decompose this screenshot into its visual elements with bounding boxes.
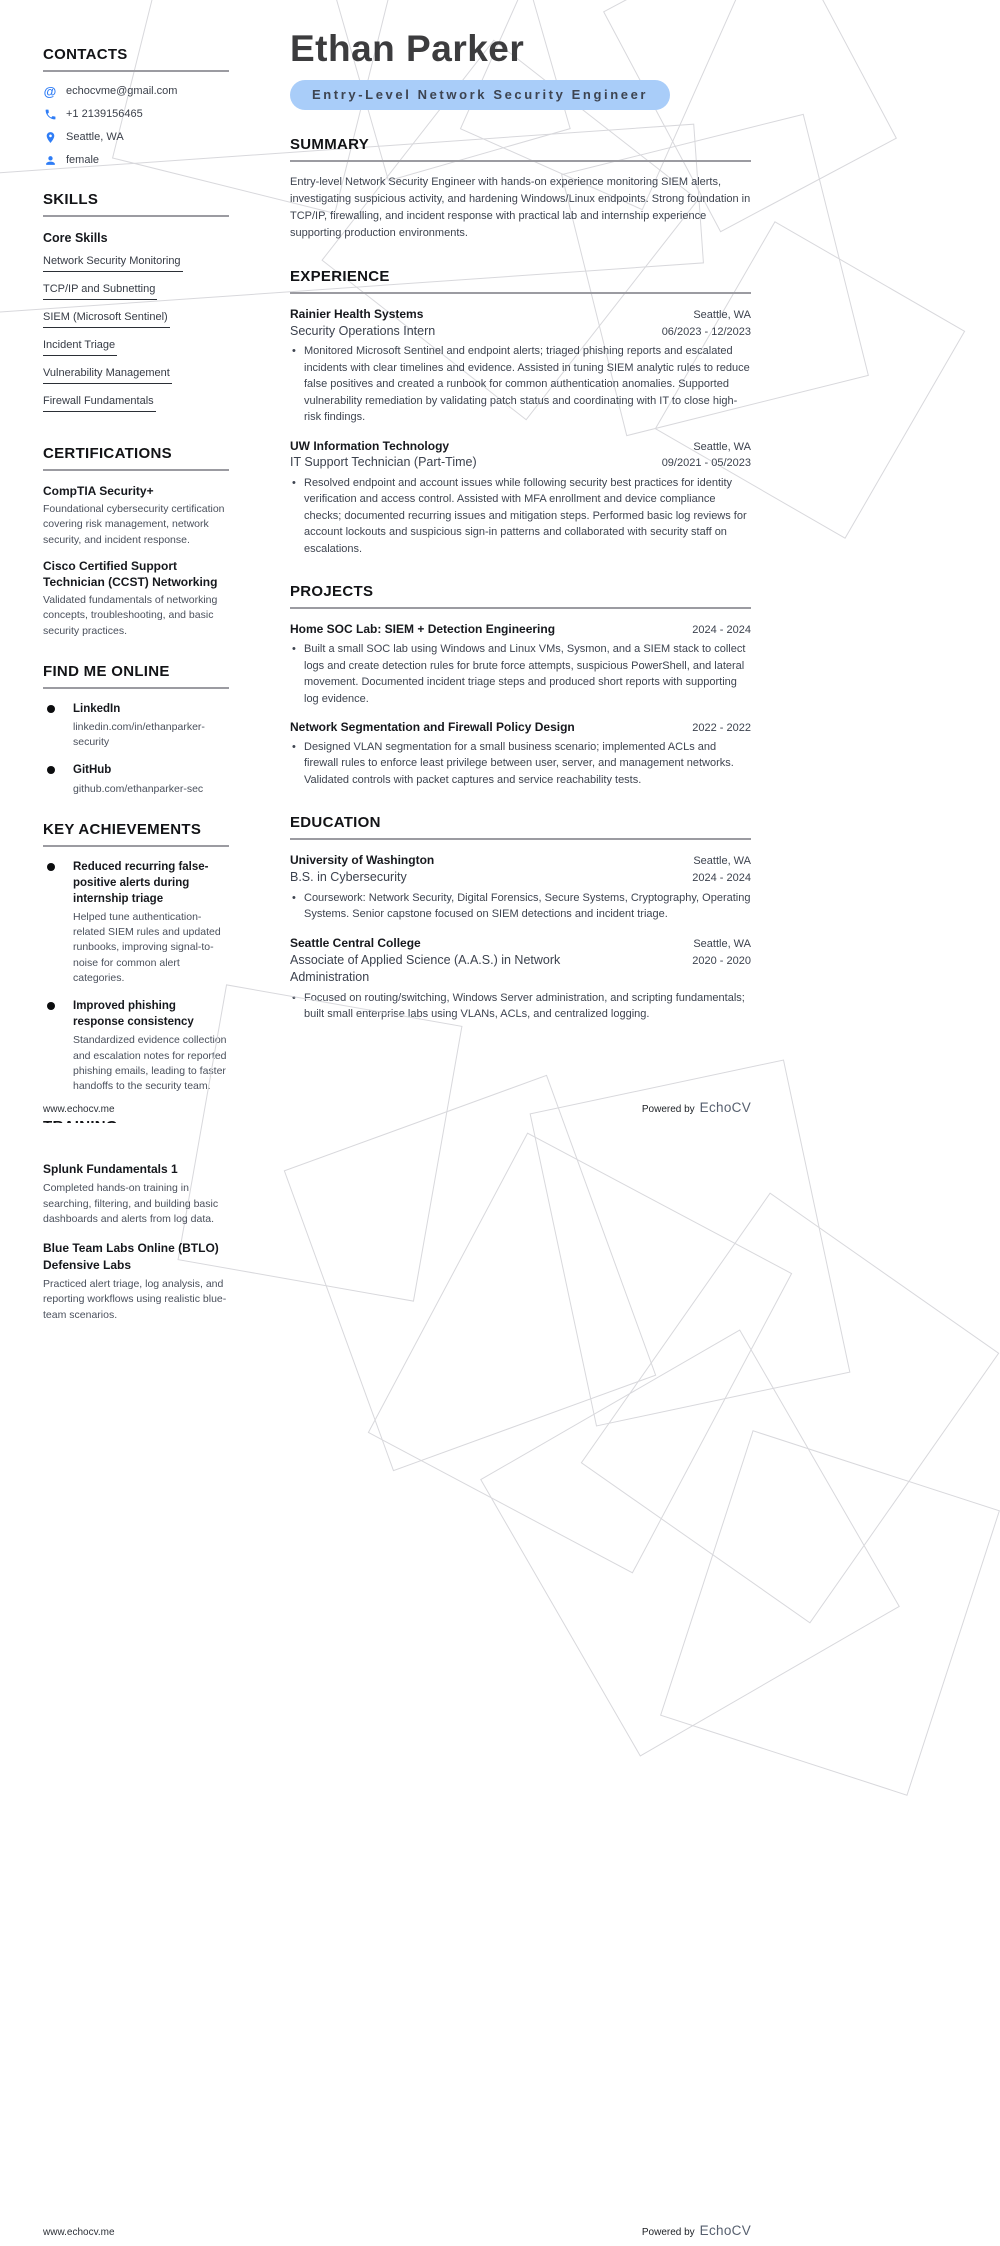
bullet-dot-icon — [47, 1002, 55, 1010]
person-name: Ethan Parker — [290, 28, 525, 69]
location-icon — [43, 130, 57, 144]
footer-powered-by: Powered by — [641, 2227, 695, 2238]
education-heading: EDUCATION — [290, 814, 751, 840]
training-item — [43, 1240, 229, 1324]
contact-phone — [43, 107, 229, 121]
experience-dates: 06/2023 - 12/2023 — [661, 325, 751, 338]
project-title: Home SOC Lab: SIEM + Detection Engineering — [290, 622, 556, 637]
project-dates: 2022 - 2022 — [692, 722, 751, 735]
achievement-title: Reduced recurring false-positive alerts during internship triage — [73, 860, 209, 905]
contact-location — [43, 130, 229, 144]
skill-item: Incident Triage — [43, 337, 117, 356]
certification-description: Validated fundamentals of networking concepts, troubleshooting, and basic security practices. — [43, 594, 218, 637]
skill-item: Vulnerability Management — [43, 365, 172, 384]
training-item — [43, 1161, 229, 1228]
education-degree: B.S. in Cybersecurity — [290, 870, 407, 885]
summary-heading: SUMMARY — [290, 136, 751, 162]
footer-branding — [642, 2223, 751, 2238]
projects-section — [290, 583, 751, 788]
social-label: GitHub — [73, 764, 112, 777]
education-degree: Associate of Applied Science (A.A.S.) in Network Administration — [290, 952, 561, 985]
social-label: LinkedIn — [73, 702, 121, 715]
training-description: Completed hands-on training in searching, filtering, and building basic dashboards and alerts from log data. — [43, 1181, 219, 1226]
skill-item: SIEM (Microsoft Sentinel) — [43, 309, 170, 328]
summary-text: Entry-level Network Security Engineer with hands-on experience monitoring SIEM alerts, investigating suspicious activity, and hardening Windows/Linux endpoints. Strong foundation in TCP/IP, firewalling, and incident response with practical lab and internship experience supporting production environments. — [290, 175, 751, 239]
skills-heading: SKILLS — [43, 191, 229, 217]
education-entry — [290, 852, 751, 922]
project-bullet: • Built a small SOC lab using Windows and Linux VMs, Sysmon, and a SIEM stack to collect logs and create detection rules for brute force attempts, suspicious PowerShell, and lateral movement. Documented incident triage steps and produced short reports with supporting log evidence. — [290, 641, 751, 707]
experience-dates: 09/2021 - 05/2023 — [661, 457, 751, 470]
social-link-linkedin — [43, 701, 229, 751]
contact-gender — [43, 153, 229, 167]
social-url: github.com/ethanparker-sec — [73, 782, 204, 795]
achievement-item — [43, 859, 229, 986]
footer-powered-by: Powered by — [641, 1104, 695, 1115]
education-dates: 2024 - 2024 — [692, 872, 751, 885]
experience-company: UW Information Technology — [290, 438, 450, 453]
education-school: University of Washington — [290, 853, 435, 868]
education-dates: 2020 - 2020 — [692, 954, 751, 967]
project-bullet: • Designed VLAN segmentation for a small business scenario; implemented ACLs and firewall rules to enforce least privilege between user, server, and management networks. Validated controls with packet captures and service reachability tests. — [290, 739, 751, 789]
project-entry — [290, 621, 751, 707]
contact-email-value: echocvme@gmail.com — [66, 85, 178, 97]
sidebar — [43, 46, 229, 1156]
experience-company: Rainier Health Systems — [290, 306, 424, 321]
education-bullet: • Focused on routing/switching, Windows Server administration, and scripting fundamentals; built small enterprise labs using VLANs, ACLs, and centralized logging. — [290, 990, 751, 1023]
bullet-dot-icon — [47, 766, 55, 774]
contacts-heading: CONTACTS — [43, 46, 229, 72]
page-footer — [43, 1100, 751, 1115]
skills-list — [43, 253, 229, 421]
training-title: Blue Team Labs Online (BTLO) Defensive Labs — [43, 1241, 219, 1272]
contact-email — [43, 84, 229, 98]
footer-branding — [642, 1100, 751, 1115]
main-column — [290, 28, 751, 1035]
experience-entry — [290, 306, 751, 426]
sidebar-continued — [43, 1161, 229, 1336]
education-section — [290, 814, 751, 1022]
certifications-heading: CERTIFICATIONS — [43, 445, 229, 471]
experience-role: Security Operations Intern — [290, 323, 436, 338]
bullet-dot-icon — [47, 863, 55, 871]
training-description: Practiced alert triage, log analysis, and reporting workflows using realistic blue-team scenarios. — [43, 1277, 227, 1322]
job-title-badge: Entry-Level Network Security Engineer — [290, 80, 670, 110]
achievement-title: Improved phishing response consistency — [73, 1000, 194, 1029]
skill-item: Network Security Monitoring — [43, 253, 183, 272]
skill-item: TCP/IP and Subnetting — [43, 281, 157, 300]
summary-section — [290, 136, 751, 242]
phone-icon — [43, 107, 57, 121]
project-dates: 2024 - 2024 — [692, 624, 751, 637]
footer-site-url: www.echocv.me — [43, 1104, 115, 1115]
experience-location: Seattle, WA — [693, 440, 751, 453]
contact-location-value: Seattle, WA — [66, 131, 124, 143]
footer-brand-name: EchoCV — [699, 1100, 751, 1115]
footer-brand-name: EchoCV — [699, 2223, 751, 2238]
social-url: linkedin.com/in/ethanparker-security — [73, 720, 205, 749]
contact-gender-value: female — [66, 154, 100, 166]
skill-item: Firewall Fundamentals — [43, 393, 156, 412]
education-bullet: • Coursework: Network Security, Digital Forensics, Secure Systems, Cryptography, Operating Systems. Senior capstone focused on SIEM detections and incident triage. — [290, 890, 751, 923]
experience-bullet: • Resolved endpoint and account issues while following security best practices for identity verification and access control. Assisted with MFA enrollment and device compliance checks; documented recurring issues and mitigation steps. Performed basic log reviews for account lockouts and suspicious sign-in patterns and collaborated with security staff on escalations. — [290, 475, 751, 558]
at-icon: @ — [43, 83, 57, 99]
achievement-item — [43, 998, 229, 1094]
contact-phone-value: +1 2139156465 — [66, 108, 143, 120]
contacts-list — [43, 84, 229, 167]
education-entry — [290, 935, 751, 1023]
experience-bullet: • Monitored Microsoft Sentinel and endpoint alerts; triaged phishing reports and escalated incidents with clear timelines and evidence. Assisted in tuning SIEM analytic rules to reduce false positives and created a runbook for common authentication anomalies. Supported vulnerability remediation by validating patch status and coordinating with IT to close high-risk findings. — [290, 343, 751, 426]
achievement-description: Standardized evidence collection and escalation notes for reported phishing emails, leading to faster handoffs to the security team. — [73, 1034, 227, 1092]
social-link-github — [43, 762, 229, 796]
person-icon — [43, 153, 57, 167]
project-entry — [290, 719, 751, 788]
project-title: Network Segmentation and Firewall Policy Design — [290, 720, 575, 735]
experience-role: IT Support Technician (Part-Time) — [290, 455, 477, 470]
skills-group-title: Core Skills — [43, 231, 108, 245]
education-school: Seattle Central College — [290, 935, 421, 950]
education-location: Seattle, WA — [693, 855, 751, 868]
bullet-dot-icon — [47, 705, 55, 713]
footer-site-url: www.echocv.me — [43, 2227, 115, 2238]
experience-heading: EXPERIENCE — [290, 268, 751, 294]
key-achievements-heading: KEY ACHIEVEMENTS — [43, 821, 229, 847]
experience-entry — [290, 438, 751, 558]
certification-item — [43, 558, 229, 639]
experience-section — [290, 268, 751, 558]
certification-item — [43, 483, 229, 548]
certification-name: CompTIA Security+ — [43, 484, 154, 498]
certification-name: Cisco Certified Support Technician (CCST) Networking — [43, 558, 218, 590]
education-location: Seattle, WA — [693, 937, 751, 950]
projects-heading: PROJECTS — [290, 583, 751, 609]
find-me-online-heading: FIND ME ONLINE — [43, 663, 229, 689]
achievement-description: Helped tune authentication-related SIEM rules and updated runbooks, improving signal-to-noise for common alert categories. — [73, 911, 221, 984]
resume-page-1 — [0, 0, 794, 1123]
resume-page-2 — [0, 1123, 794, 2246]
training-title: Splunk Fundamentals 1 — [43, 1162, 178, 1176]
page-footer — [43, 2223, 751, 2238]
certification-description: Foundational cybersecurity certification covering risk management, network security, and incident response. — [43, 503, 225, 546]
experience-location: Seattle, WA — [693, 308, 751, 321]
